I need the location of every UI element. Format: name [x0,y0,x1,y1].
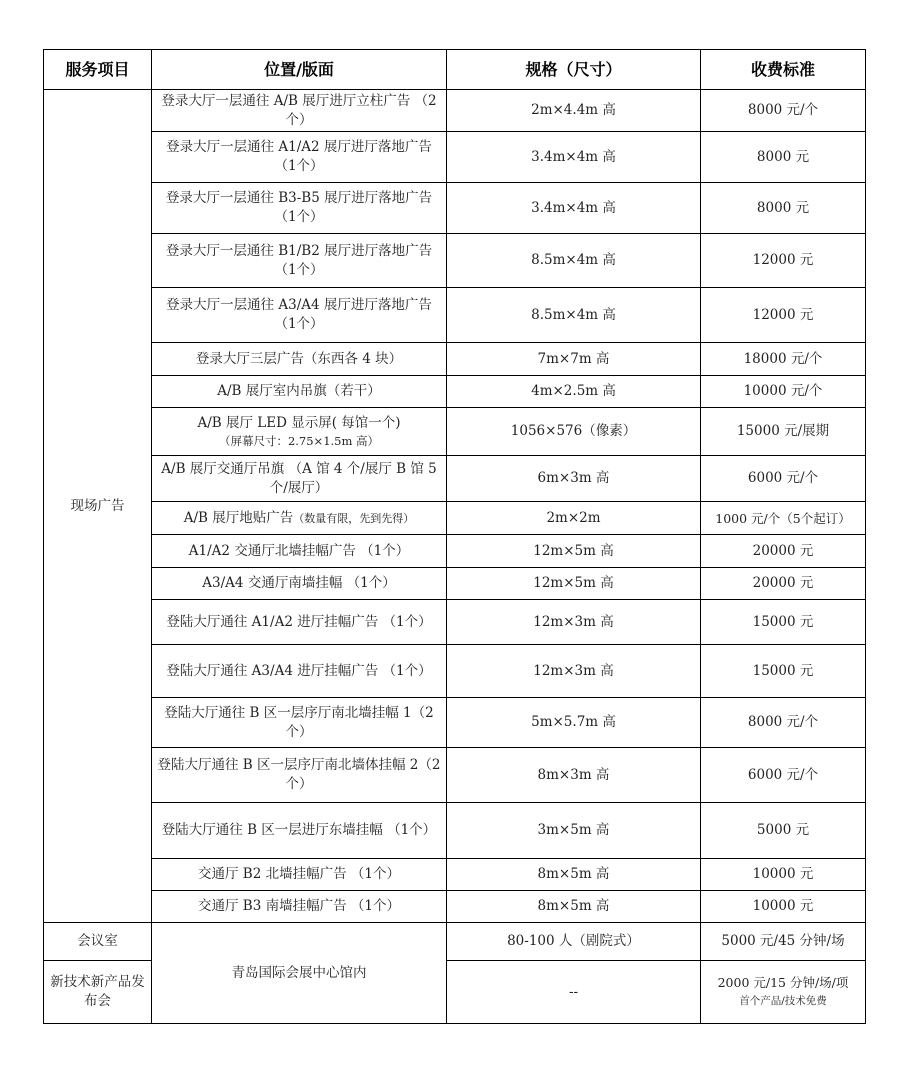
header-service: 服务项目 [44,50,152,90]
spec-cell: 3.4m×4m 高 [447,183,701,234]
position-cell: 登录大厅一层通往 B1/B2 展厅进厅落地广告 （1个） [152,234,447,288]
price-cell: 8000 元 [701,132,866,183]
venue-cell: 青岛国际会展中心馆内 [152,923,447,1024]
price-cell: 8000 元/个 [701,90,866,132]
price-cell: 20000 元 [701,568,866,600]
spec-cell: 3m×5m 高 [447,803,701,859]
position-cell: A/B 展厅交通厅吊旗 （A 馆 4 个/展厅 B 馆 5 个/展厅） [152,456,447,502]
position-cell: 登录大厅一层通往 A/B 展厅进厅立柱广告 （2个） [152,90,447,132]
position-cell: 交通厅 B3 南墙挂幅广告 （1个） [152,891,447,923]
spec-cell: 7m×7m 高 [447,343,701,376]
spec-cell: -- [447,961,701,1024]
spec-cell: 8m×5m 高 [447,859,701,891]
table-row [44,376,866,408]
table-row [44,343,866,376]
table-row [44,698,866,748]
table-row [44,535,866,568]
spec-cell: 4m×2.5m 高 [447,376,701,408]
table-row [44,90,866,132]
price-cell: 5000 元/45 分钟/场 [701,923,866,961]
price-cell: 8000 元 [701,183,866,234]
position-cell: 登录大厅一层通往 A1/A2 展厅进厅落地广告 （1个） [152,132,447,183]
screen-size-note: （屏幕尺寸：2.75×1.5m 高） [218,434,380,448]
table-row [44,183,866,234]
price-cell: 10000 元 [701,859,866,891]
price-cell: 20000 元 [701,535,866,568]
table-row [44,600,866,645]
table-row [44,408,866,456]
limited-note: （数量有限，先到先得） [293,511,415,525]
header-price: 收费标准 [701,50,866,90]
price-cell: 6000 元/个 [701,748,866,803]
price-cell: 12000 元 [701,234,866,288]
table-row [44,132,866,183]
position-cell: 登陆大厅通往 B 区一层序厅南北墙挂幅 1（2个） [152,698,447,748]
price-cell: 10000 元/个 [701,376,866,408]
header-spec: 规格（尺寸） [447,50,701,90]
spec-cell: 6m×3m 高 [447,456,701,502]
spec-cell: 2m×4.4m 高 [447,90,701,132]
spec-cell: 12m×5m 高 [447,568,701,600]
table-row [44,803,866,859]
price-cell: 1000 元/个（5个起订） [701,502,866,535]
table-row [44,891,866,923]
table-row [44,288,866,343]
header-position: 位置/版面 [152,50,447,90]
spec-cell: 1056×576（像素） [447,408,701,456]
table-row [44,859,866,891]
price-cell [701,961,866,1024]
position-cell: 登陆大厅通往 A3/A4 进厅挂幅广告 （1个） [152,645,447,698]
spec-cell: 8m×3m 高 [447,748,701,803]
spec-cell: 8m×5m 高 [447,891,701,923]
spec-cell: 5m×5.7m 高 [447,698,701,748]
category-onsite: 现场广告 [44,90,152,923]
price-cell: 5000 元 [701,803,866,859]
table-row [44,456,866,502]
position-cell: A1/A2 交通厅北墙挂幅广告 （1个） [152,535,447,568]
price-cell: 15000 元 [701,600,866,645]
spec-cell: 12m×5m 高 [447,535,701,568]
position-cell: A3/A4 交通厅南墙挂幅 （1个） [152,568,447,600]
price-cell: 10000 元 [701,891,866,923]
spec-cell: 12m×3m 高 [447,645,701,698]
table-row [44,923,866,961]
position-cell: 登录大厅三层广告（东西各 4 块） [152,343,447,376]
spec-cell: 8.5m×4m 高 [447,234,701,288]
position-cell: 登录大厅一层通往 A3/A4 展厅进厅落地广告 （1个） [152,288,447,343]
position-cell: 登录大厅一层通往 B3-B5 展厅进厅落地广告 （1个） [152,183,447,234]
position-cell [152,408,447,456]
table-row [44,748,866,803]
position-text: A/B 展厅地贴广告 [183,509,294,526]
spec-cell: 2m×2m [447,502,701,535]
price-cell: 18000 元/个 [701,343,866,376]
header-row [44,50,866,90]
spec-cell: 80-100 人（剧院式） [447,923,701,961]
spec-cell: 12m×3m 高 [447,600,701,645]
position-cell [152,502,447,535]
position-cell: 登陆大厅通往 B 区一层进厅东墙挂幅 （1个） [152,803,447,859]
spec-cell: 8.5m×4m 高 [447,288,701,343]
category-launch: 新技术新产品发布会 [44,961,152,1024]
position-cell: 登陆大厅通往 B 区一层序厅南北墙体挂幅 2（2个） [152,748,447,803]
price-cell: 12000 元 [701,288,866,343]
price-cell: 6000 元/个 [701,456,866,502]
table-row [44,234,866,288]
category-meeting: 会议室 [44,923,152,961]
price-cell: 15000 元/展期 [701,408,866,456]
price-cell: 15000 元 [701,645,866,698]
position-cell: 登陆大厅通往 A1/A2 进厅挂幅广告 （1个） [152,600,447,645]
table-row [44,502,866,535]
price-table [43,49,866,1024]
table-row [44,645,866,698]
table-row [44,568,866,600]
position-text: A/B 展厅 LED 显示屏( 每馆一个) [197,415,401,431]
launch-price: 2000 元/15 分钟/场/项 [717,975,849,990]
position-cell: 交通厅 B2 北墙挂幅广告 （1个） [152,859,447,891]
price-cell: 8000 元/个 [701,698,866,748]
position-cell: A/B 展厅室内吊旗（若干） [152,376,447,408]
spec-cell: 3.4m×4m 高 [447,132,701,183]
launch-price-note: 首个产品/技术免费 [739,995,827,1007]
